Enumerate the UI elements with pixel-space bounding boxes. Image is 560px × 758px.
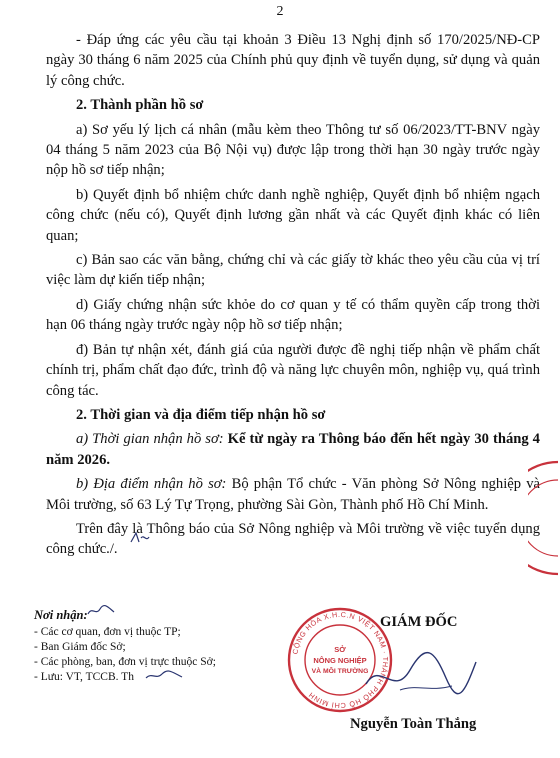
item-b: b) Quyết định bổ nhiệm chức danh nghề nghiệp, Quyết định bổ nhiệm ngạch công chức (nếu có), Quyết định lương gần nhất và các Quyết định khác có liên quan; [46,186,540,244]
time-value: Kể từ ngày ra Thông báo đến hết ngày 30 tháng 4 năm 2026. [46,431,540,468]
recipient-item: - Các cơ quan, đơn vị thuộc TP; [34,626,181,638]
time-label: a) Thời gian nhận hồ sơ: [76,431,224,448]
director-signature-icon [360,640,480,704]
page-number: 2 [276,4,284,19]
section-heading-documents: 2. Thành phần hồ sơ [76,97,204,114]
seal-outer-text: CỘNG HÒA X.H.C.N VIỆT NAM · THÀNH PHỐ HỒ CHÍ MINH [290,609,391,711]
initials-scribble-icon [86,604,116,618]
closing-paragraph: Trên đây là Thông báo của Sở Nông nghiệp và Môi trường về việc tuyển dụng công chức./. [46,520,540,558]
place-value: Bộ phận Tổ chức - Văn phòng Sở Nông nghiệp và Môi trường, số 63 Lý Tự Trọng, phường Sài Gòn, Thành phố Hồ Chí Minh. [46,476,540,513]
recipient-item: - Các phòng, ban, đơn vị trực thuộc Sở; [34,656,216,668]
seal-inner-line: NÔNG NGHIỆP [313,656,367,665]
item-d: d) Giấy chứng nhận sức khỏe do cơ quan y tế có thẩm quyền cấp trong thời hạn 06 tháng ngày trước ngày nộp hồ sơ tiếp nhận; [46,296,540,334]
signatory-title: GIÁM ĐỐC [380,614,458,630]
partial-seal [528,458,560,578]
seal-inner-line: VÀ MÔI TRƯỜNG [311,668,369,675]
recipient-item: - Ban Giám đốc Sở; [34,641,126,653]
initials-scribble-icon [144,668,184,682]
seal-inner-line: SỞ [334,645,346,654]
initials-scribble-icon [128,530,150,546]
time-paragraph [46,429,540,470]
recipient-item: - Lưu: VT, TCCB. Th [34,671,134,683]
place-paragraph [46,474,540,515]
place-label: b) Địa điểm nhận hồ sơ: [76,476,227,493]
item-c: c) Bản sao các văn bằng, chứng chỉ và các giấy tờ khác theo yêu cầu của vị trí việc làm dự kiến tiếp nhận; [46,252,540,289]
item-dd: đ) Bản tự nhận xét, đánh giá của người được đề nghị tiếp nhận về phẩm chất chính trị, phẩm chất đạo đức, trình độ và năng lực chuyên môn, nghiệp vụ, quá trình công tác. [46,341,540,399]
item-a: a) Sơ yếu lý lịch cá nhân (mẫu kèm theo Thông tư số 06/2023/TT-BNV ngày 04 tháng 5 năm 2023 của Bộ Nội vụ) được lập trong thời hạn 30 ngày trước ngày nộp hồ sơ tiếp nhận; [46,121,540,179]
signatory-name: Nguyễn Toàn Thắng [350,716,477,732]
document-body [46,30,540,564]
section-heading-time-place: 2. Thời gian và địa điểm tiếp nhận hồ sơ [76,406,326,423]
recipients-title: Nơi nhận: [34,608,88,622]
partial-seal-icon [528,458,560,578]
recipients-block [34,608,216,685]
requirement-paragraph: - Đáp ứng các yêu cầu tại khoản 3 Điều 13 Nghị định số 170/2025/NĐ-CP ngày 30 tháng 6 năm 2025 của Chính phủ quy định về tuyển dụng, sử dụng và quản lý công chức. [46,32,540,89]
